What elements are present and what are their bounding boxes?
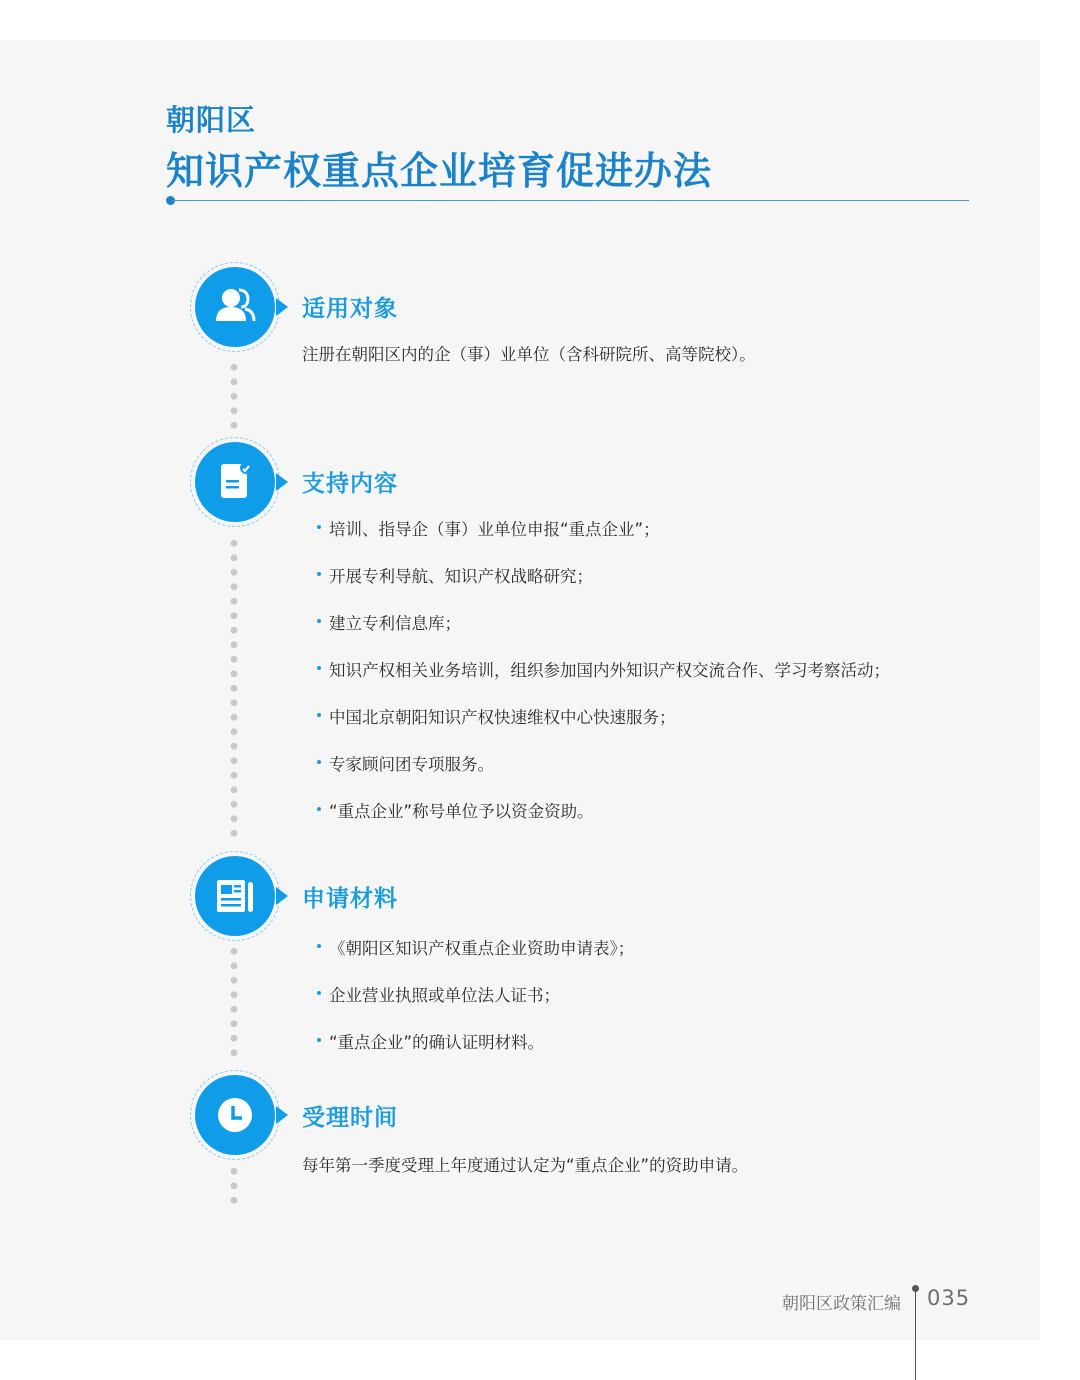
timeline-dots — [230, 1164, 238, 1206]
list-item: 培训、指导企（事）业单位申报“重点企业”； — [314, 516, 890, 563]
materials-list — [314, 935, 634, 1076]
section-heading-time: 受理时间 — [302, 1105, 398, 1131]
list-item: 知识产权相关业务培训，组织参加国内外知识产权交流合作、学习考察活动； — [314, 657, 890, 704]
list-item: 中国北京朝阳知识产权快速维权中心快速服务； — [314, 704, 890, 751]
list-item: 《朝阳区知识产权重点企业资助申请表》； — [314, 935, 634, 982]
list-item: “重点企业”的确认证明材料。 — [314, 1029, 634, 1076]
section-icon — [190, 437, 282, 529]
timeline-dots — [230, 360, 238, 430]
list-item: 企业营业执照或单位法人证书； — [314, 982, 634, 1029]
section-heading-support: 支持内容 — [302, 471, 398, 497]
timeline-dots — [230, 944, 238, 1059]
section-icon — [190, 851, 282, 943]
section-icon — [190, 262, 282, 354]
page-region: 朝阳区 — [166, 103, 257, 137]
section-heading-applicable: 适用对象 — [302, 296, 398, 322]
list-item: 建立专利信息库； — [314, 610, 890, 657]
title-rule — [172, 200, 969, 201]
list-item: 专家顾问团专项服务。 — [314, 751, 890, 798]
list-item: “重点企业”称号单位予以资金资助。 — [314, 798, 890, 845]
user-group-icon — [207, 279, 263, 335]
section-icon — [190, 1070, 282, 1162]
newspaper-icon — [207, 868, 263, 924]
document-icon — [207, 454, 263, 510]
footer-divider — [915, 1290, 916, 1380]
list-item: 开展专利导航、知识产权战略研究； — [314, 563, 890, 610]
support-list — [314, 516, 890, 845]
clock-icon — [207, 1087, 263, 1143]
section-heading-materials: 申请材料 — [302, 886, 398, 912]
page-title: 知识产权重点企业培育促进办法 — [166, 149, 713, 193]
page-number: 035 — [927, 1286, 971, 1310]
footer-book-title: 朝阳区政策汇编 — [782, 1294, 901, 1314]
section-text-applicable: 注册在朝阳区内的企（事）业单位（含科研院所、高等院校）。 — [302, 345, 756, 364]
timeline-dots — [230, 536, 238, 840]
section-text-time: 每年第一季度受理上年度通过认定为“重点企业”的资助申请。 — [302, 1156, 749, 1175]
